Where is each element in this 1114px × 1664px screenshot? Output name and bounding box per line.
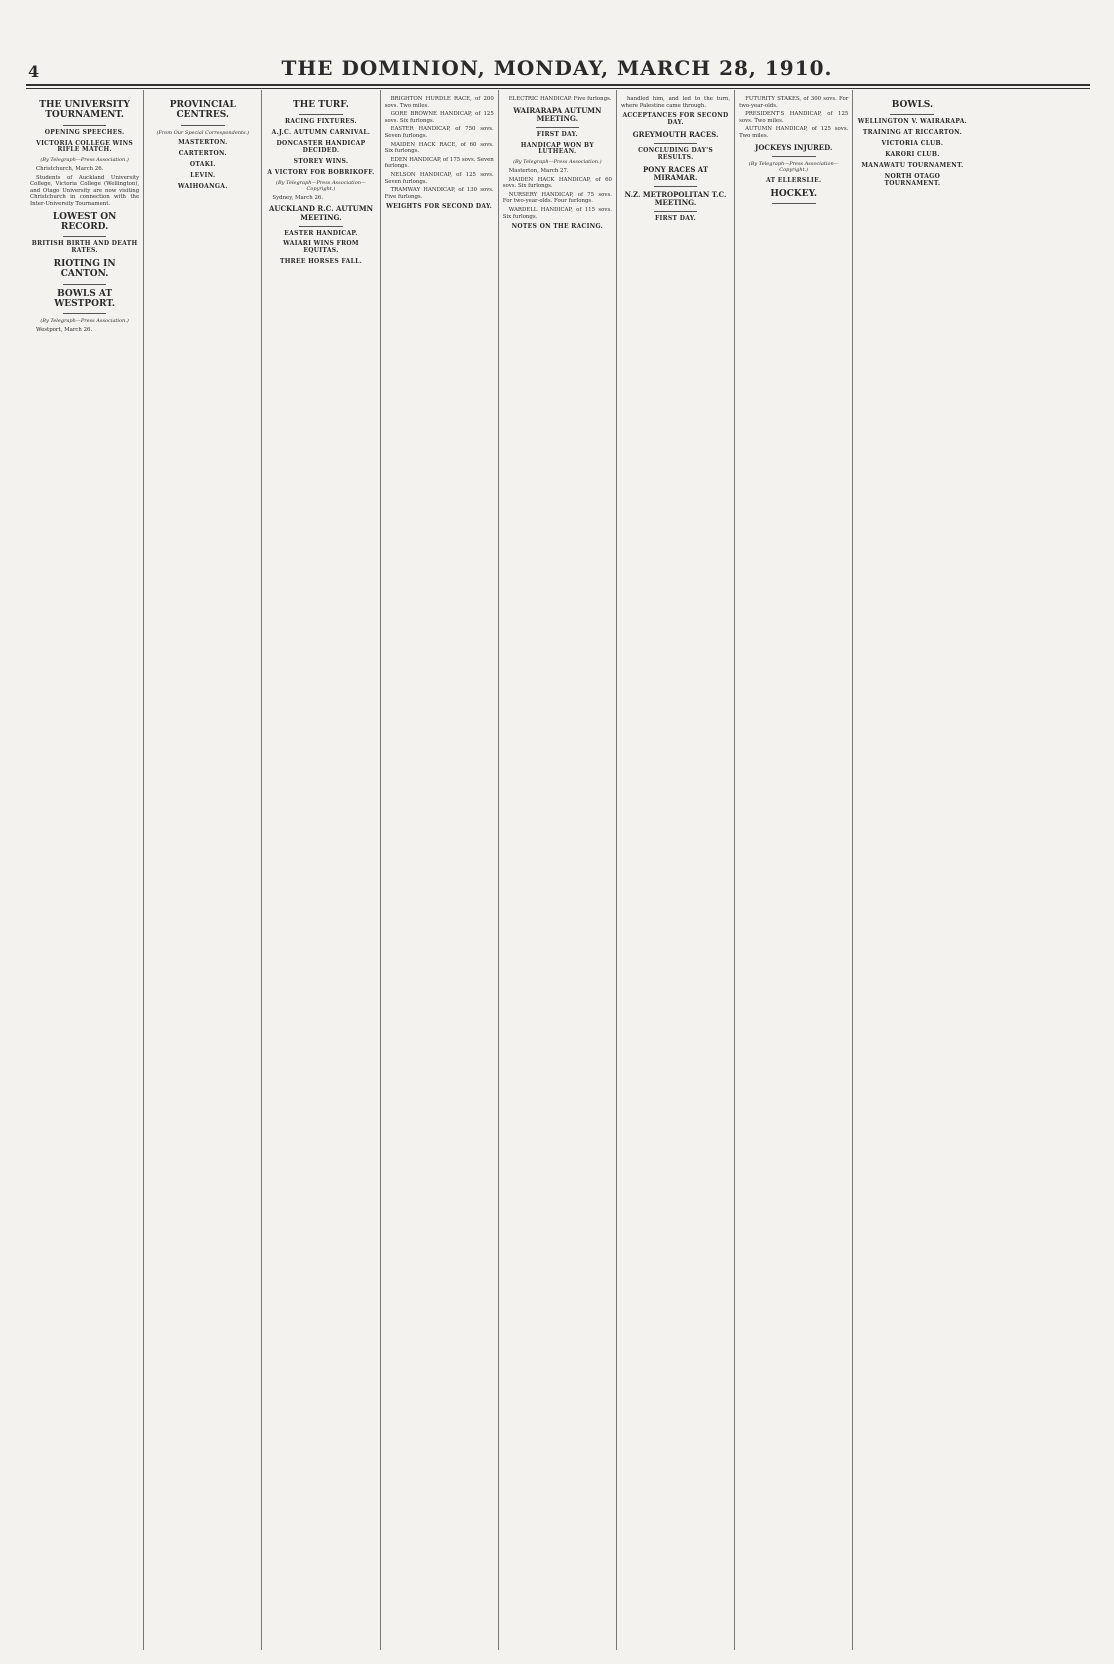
heading-rule: [654, 211, 698, 212]
masthead: [0, 0, 1114, 92]
article-heading: HANDICAP WON BY LUTHEAN.: [520, 141, 594, 156]
article-heading: ACCEPTANCES FOR SECOND DAY.: [622, 112, 729, 127]
heading-rule: [299, 226, 343, 227]
column-2: [144, 90, 262, 1650]
column-4: [381, 90, 499, 1650]
article-heading: BOWLS AT WESTPORT.: [54, 288, 115, 310]
article-heading: N.Z. METROPOLITAN T.C. MEETING.: [624, 189, 727, 207]
article-paragraph: Sydney, March 26.: [272, 194, 324, 201]
article-paragraph: handled him, and led to the turn, where Palestine came through.: [620, 96, 731, 109]
article-heading: FIRST DAY.: [654, 214, 697, 222]
article-paragraph: NURSERY HANDICAP, of 75 sovs. For two-year-olds. Four furlongs.: [502, 191, 612, 205]
article-heading: WEIGHTS FOR SECOND DAY.: [386, 203, 493, 211]
heading-rule: [772, 156, 816, 157]
article-heading: NOTES ON THE RACING.: [511, 223, 604, 231]
heading-rule: [654, 186, 698, 187]
heading-rule: [536, 127, 580, 128]
column-8: [853, 90, 971, 1650]
dateline: (From Our Special Correspondents.): [156, 129, 250, 136]
article-paragraph: Christchurch, March 26.: [36, 165, 104, 172]
article-heading: LOWEST ON RECORD.: [52, 211, 117, 232]
article-heading: NORTH OTAGO TOURNAMENT.: [884, 172, 941, 187]
columns-container: [26, 90, 1090, 1650]
masthead-rule: [26, 84, 1090, 86]
article-paragraph: PRESIDENT'S HANDICAP, of 125 sovs. Two miles.: [739, 111, 849, 124]
article-heading: CARTERTON.: [178, 150, 227, 158]
heading-rule: [63, 125, 107, 126]
article-paragraph: NELSON HANDICAP, of 125 sovs. Seven furlongs.: [384, 171, 494, 185]
article-paragraph: MAIDEN HACK RACE, of 60 sovs. Six furlongs.: [384, 141, 494, 155]
column-5: [499, 90, 617, 1650]
article-heading: BRITISH BIRTH AND DEATH RATES.: [31, 240, 138, 255]
heading-rule: [63, 313, 107, 314]
dateline: (By Telegraph—Press Association.): [40, 157, 129, 164]
article-heading: WAIHOANGA.: [177, 182, 228, 190]
article-heading: THREE HORSES FALL.: [279, 258, 362, 266]
article-heading: BOWLS.: [891, 100, 934, 110]
article-paragraph: AUTUMN HANDICAP, of 125 sovs. Two miles.: [739, 126, 849, 139]
article-paragraph: MAIDEN HACK HANDICAP, of 60 sovs. Six furlongs.: [502, 176, 612, 190]
article-heading: THE TURF.: [293, 100, 349, 110]
article-heading: RIOTING IN CANTON.: [53, 258, 116, 280]
heading-rule: [299, 114, 343, 115]
article-heading: AUCKLAND R.C. AUTUMN MEETING.: [268, 204, 373, 222]
article-heading: PONY RACES AT MIRAMAR.: [642, 164, 709, 182]
article-heading: JOCKEYS INJURED.: [755, 142, 833, 152]
article-paragraph: Students of Auckland University College, Victoria College (Wellington), and Otago University are now visiting Christchurch in connection with the Inter-University Tournament.: [30, 174, 140, 207]
heading-rule: [63, 284, 107, 285]
article-heading: TRAINING AT RICCARTON.: [862, 129, 962, 137]
dateline: (By Telegraph—Press Association.): [40, 318, 129, 325]
article-heading: WAIRARAPA AUTUMN MEETING.: [513, 105, 602, 123]
dateline: (By Telegraph—Press Association.): [513, 159, 602, 166]
column-1: [26, 90, 144, 1650]
article-heading: DONCASTER HANDICAP DECIDED.: [276, 140, 366, 155]
article-heading: STOREY WINS.: [293, 157, 349, 165]
article-heading: VICTORIA COLLEGE WINS RIFLE MATCH.: [36, 139, 134, 154]
article-paragraph: GORE BROWNE HANDICAP, of 125 sovs. Six furlongs.: [384, 111, 494, 124]
article-heading: WAIARI WINS FROM EQUITAS.: [283, 240, 359, 255]
article-paragraph: Masterton, March 27.: [508, 167, 569, 174]
page-number: 4: [28, 62, 40, 81]
article-paragraph: WARDELL HANDICAP, of 115 sovs. Six furlongs.: [502, 206, 612, 220]
article-paragraph: TRAMWAY HANDICAP, of 130 sovs. Five furlongs.: [384, 187, 494, 200]
article-paragraph: ELECTRIC HANDICAP. Five furlongs.: [508, 96, 612, 102]
article-paragraph: FUTURITY STAKES, of 300 sovs. For two-year-olds.: [739, 96, 849, 109]
masthead-rule-thin: [26, 88, 1090, 89]
column-7: [735, 90, 853, 1650]
article-heading: LEVIN.: [190, 171, 216, 179]
article-heading: PROVINCIAL CENTRES.: [169, 100, 236, 121]
article-heading: OPENING SPEECHES.: [44, 128, 125, 136]
article-heading: MANAWATU TOURNAMENT.: [861, 161, 964, 169]
article-heading: EASTER HANDICAP.: [284, 229, 358, 237]
article-heading: MASTERTON.: [178, 139, 228, 147]
heading-rule: [654, 143, 698, 144]
article-paragraph: BRIGHTON HURDLE RACE, of 200 sovs. Two miles.: [384, 96, 494, 109]
article-heading: GREYMOUTH RACES.: [632, 129, 719, 139]
article-paragraph: Westport, March 26.: [36, 326, 93, 333]
heading-rule: [890, 114, 934, 115]
article-heading: OTAKI.: [189, 161, 216, 169]
heading-rule: [63, 236, 107, 237]
column-3: [262, 90, 380, 1650]
heading-rule: [772, 203, 816, 204]
article-heading: KARORI CLUB.: [885, 151, 940, 159]
article-heading: THE UNIVERSITY TOURNAMENT.: [39, 100, 130, 121]
dateline: (By Telegraph—Press Association—Copyright.): [276, 179, 366, 193]
page-title: THE DOMINION, MONDAY, MARCH 28, 1910.: [281, 56, 833, 80]
article-heading: CONCLUDING DAY'S RESULTS.: [638, 147, 713, 161]
heading-rule: [181, 125, 225, 126]
article-paragraph: EASTER HANDICAP, of 750 sovs. Seven furlongs.: [384, 126, 494, 139]
article-heading: VICTORIA CLUB.: [881, 140, 944, 148]
article-heading: HOCKEY.: [770, 188, 818, 199]
article-paragraph: EDEN HANDICAP, of 175 sovs. Seven furlongs.: [384, 156, 494, 170]
dateline: (By Telegraph—Press Association—Copyright.): [748, 160, 839, 174]
article-heading: A.J.C. AUTUMN CARNIVAL.: [271, 129, 371, 137]
article-heading: A VICTORY FOR BOBRIKOFF.: [267, 168, 375, 176]
article-heading: RACING FIXTURES.: [285, 118, 357, 126]
article-heading: WELLINGTON V. WAIRARAPA.: [857, 118, 968, 126]
article-heading: FIRST DAY.: [536, 130, 578, 138]
article-heading: AT ELLERSLIE.: [766, 176, 822, 184]
column-6: [617, 90, 735, 1650]
